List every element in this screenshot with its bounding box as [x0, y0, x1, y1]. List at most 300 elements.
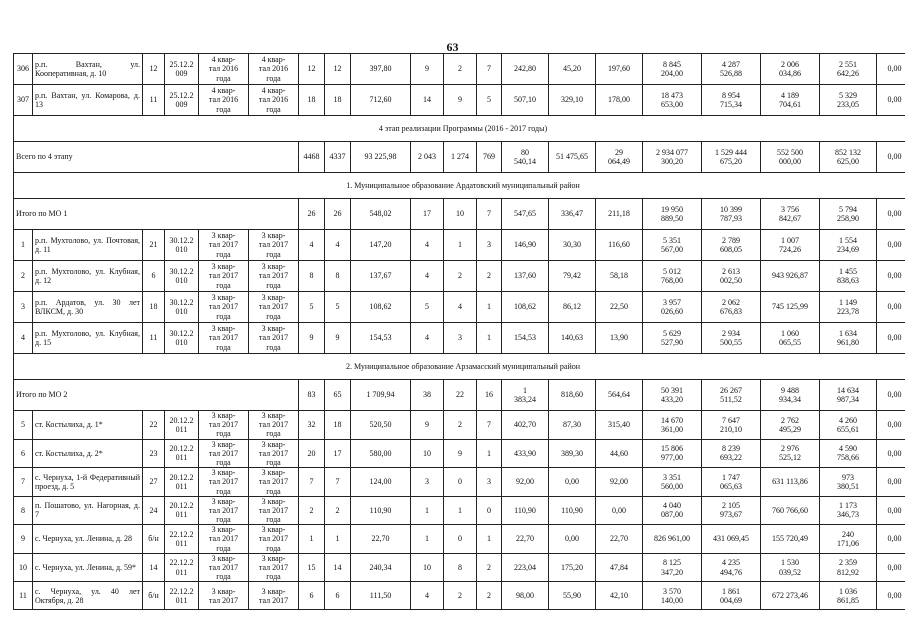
table-cell: 1: [444, 230, 477, 261]
table-cell: 9: [444, 85, 477, 116]
table-cell: 4: [14, 323, 33, 354]
table-cell: 1 529 444 675,20: [702, 142, 761, 173]
table-cell: 520,50: [351, 411, 411, 440]
table-cell: 29 064,49: [596, 142, 643, 173]
table-cell: 2: [477, 553, 502, 582]
table-cell: 146,90: [502, 230, 549, 261]
table-cell: 3 квар- тал 2017 года: [249, 261, 299, 292]
table-cell: 1 060 065,55: [761, 323, 820, 354]
table-cell: 2 789 608,05: [702, 230, 761, 261]
table-cell: р.п. Вахтан, ул. Комарова, д. 13: [33, 85, 143, 116]
table-cell: 14 634 987,34: [820, 380, 877, 411]
table-cell: 2 551 642,26: [820, 54, 877, 85]
table-cell: 3 квар- тал 2017 года: [199, 230, 249, 261]
table-cell: 3 квар- тал 2017 года: [249, 468, 299, 497]
table-cell: 4 235 494,76: [702, 553, 761, 582]
table-row: [14, 54, 905, 85]
table-cell: 9: [325, 323, 351, 354]
table-cell: 25.12.2 009: [165, 85, 199, 116]
table-cell: 22,70: [351, 525, 411, 554]
table-cell: 631 113,86: [761, 468, 820, 497]
table-cell: 0,00: [877, 553, 905, 582]
table-cell: 154,53: [351, 323, 411, 354]
table-cell: 10: [411, 439, 444, 468]
table-cell: 65: [325, 380, 351, 411]
table-cell: 0,00: [549, 468, 596, 497]
table-cell: 30.12.2 010: [165, 292, 199, 323]
table-cell: р.п. Ардатов, ул. 30 лет ВЛКСМ, д. 30: [33, 292, 143, 323]
table-cell: 26: [299, 199, 325, 230]
table-cell: 2 934 077 300,20: [643, 142, 702, 173]
table-cell: 211,18: [596, 199, 643, 230]
table-row: [14, 582, 905, 610]
table-cell: с. Чернуха, 1-й Федеративный проезд, д. 5: [33, 468, 143, 497]
table-cell: 4: [299, 230, 325, 261]
table-cell: 0,00: [877, 582, 905, 610]
table-cell: 1 530 039,52: [761, 553, 820, 582]
table-cell: 4 260 655,61: [820, 411, 877, 440]
table-cell: 2: [444, 54, 477, 85]
table-cell: 12: [299, 54, 325, 85]
table-cell: 3: [14, 292, 33, 323]
table-cell: 26 267 511,52: [702, 380, 761, 411]
table-cell: 2 105 973,67: [702, 496, 761, 525]
table-cell: р.п. Вахтан, ул. Кооперативная, д. 10: [33, 54, 143, 85]
table-cell: р.п. Мухтолово, ул. Почтовая, д. 11: [33, 230, 143, 261]
table-cell: 10 399 787,93: [702, 199, 761, 230]
table-cell: 12: [325, 54, 351, 85]
table-cell: 3 квар- тал 2017 года: [249, 292, 299, 323]
table-cell: 973 380,51: [820, 468, 877, 497]
total-row: [14, 142, 905, 173]
table-cell: 110,90: [351, 496, 411, 525]
table-cell: 10: [14, 553, 33, 582]
table-cell: 8: [325, 261, 351, 292]
table-cell: 672 273,46: [761, 582, 820, 610]
table-cell: 1. Муниципальное образование Ардатовский муниципальный район: [14, 173, 905, 199]
total-row: [14, 380, 905, 411]
table-cell: 140,63: [549, 323, 596, 354]
table-cell: 18: [143, 292, 165, 323]
table-row: [14, 230, 905, 261]
table-cell: 175,20: [549, 553, 596, 582]
table-cell: 14: [143, 553, 165, 582]
table-cell: 3 квар- тал 2017 года: [199, 261, 249, 292]
table-cell: 7: [14, 468, 33, 497]
table-cell: 433,90: [502, 439, 549, 468]
table-cell: 4 квар- тал 2016 года: [199, 54, 249, 85]
table-cell: 15: [299, 553, 325, 582]
table-cell: 4 040 087,00: [643, 496, 702, 525]
table-cell: 4: [411, 323, 444, 354]
table-cell: п. Пошатово, ул. Нагорная, д. 7: [33, 496, 143, 525]
table-cell: 2: [477, 261, 502, 292]
table-cell: 1: [444, 496, 477, 525]
table-cell: 55,90: [549, 582, 596, 610]
table-cell: 826 961,00: [643, 525, 702, 554]
table-cell: 3 квар- тал 2017: [249, 582, 299, 610]
table-cell: 26: [325, 199, 351, 230]
table-cell: 3 квар- тал 2017 года: [249, 496, 299, 525]
table-cell: 1: [477, 292, 502, 323]
table-cell: 1: [477, 439, 502, 468]
table-cell: 47,84: [596, 553, 643, 582]
table-cell: 0,00: [877, 292, 905, 323]
table-cell: 22.12.2 011: [165, 582, 199, 610]
table-cell: 240,34: [351, 553, 411, 582]
table-cell: 0,00: [877, 380, 905, 411]
table-cell: 44,60: [596, 439, 643, 468]
table-cell: 17: [411, 199, 444, 230]
table-cell: 2 006 034,86: [761, 54, 820, 85]
table-cell: 30.12.2 010: [165, 323, 199, 354]
table-cell: 12: [143, 54, 165, 85]
table-row: [14, 525, 905, 554]
table-cell: 22,50: [596, 292, 643, 323]
table-cell: 5 794 258,90: [820, 199, 877, 230]
table-cell: 4 189 704,61: [761, 85, 820, 116]
table-cell: 45,20: [549, 54, 596, 85]
table-cell: 25.12.2 009: [165, 54, 199, 85]
table-cell: 108,62: [351, 292, 411, 323]
table-cell: 17: [325, 439, 351, 468]
table-cell: 6: [325, 582, 351, 610]
table-cell: 58,18: [596, 261, 643, 292]
table-cell: 13,90: [596, 323, 643, 354]
table-cell: 0,00: [877, 496, 905, 525]
table-cell: 4: [325, 230, 351, 261]
table-cell: 5 012 768,00: [643, 261, 702, 292]
table-cell: 42,10: [596, 582, 643, 610]
table-cell: 315,40: [596, 411, 643, 440]
table-cell: 7: [477, 411, 502, 440]
table-cell: 389,30: [549, 439, 596, 468]
table-cell: 943 926,87: [761, 261, 820, 292]
table-cell: 3 квар- тал 2017 года: [199, 411, 249, 440]
table-cell: 1 149 223,78: [820, 292, 877, 323]
table-row: [14, 411, 905, 440]
table-cell: 0,00: [877, 525, 905, 554]
table-cell: 79,42: [549, 261, 596, 292]
table-cell: 507,10: [502, 85, 549, 116]
table-cell: с. Чернуха, ул. Ленина, д. 59*: [33, 553, 143, 582]
table-cell: 20.12.2 011: [165, 411, 199, 440]
table-cell: 22: [143, 411, 165, 440]
table-cell: 4 квар- тал 2016 года: [249, 54, 299, 85]
table-cell: 0,00: [596, 496, 643, 525]
table-cell: 1: [477, 323, 502, 354]
table-cell: 30.12.2 010: [165, 230, 199, 261]
table-cell: 5: [299, 292, 325, 323]
table-cell: 3 квар- тал 2017 года: [199, 439, 249, 468]
table-cell: 20: [299, 439, 325, 468]
page-number: 63: [446, 40, 459, 54]
table-cell: 2 762 495,29: [761, 411, 820, 440]
table-cell: 154,53: [502, 323, 549, 354]
table-cell: 4468: [299, 142, 325, 173]
table-cell: 1 554 234,69: [820, 230, 877, 261]
table-cell: 22,70: [596, 525, 643, 554]
table-cell: 8 125 347,20: [643, 553, 702, 582]
table-cell: 21: [143, 230, 165, 261]
table-cell: 0,00: [877, 439, 905, 468]
table-cell: 6: [14, 439, 33, 468]
table-cell: 4 квар- тал 2016 года: [249, 85, 299, 116]
table-cell: 22.12.2 011: [165, 525, 199, 554]
table-cell: 0,00: [877, 142, 905, 173]
table-cell: 0,00: [877, 468, 905, 497]
table-cell: 307: [14, 85, 33, 116]
table-cell: 4 квар- тал 2016 года: [199, 85, 249, 116]
table-cell: 20.12.2 011: [165, 496, 199, 525]
table-cell: 2: [444, 582, 477, 610]
table-cell: 18: [299, 85, 325, 116]
table-cell: 564,64: [596, 380, 643, 411]
table-cell: 1 007 724,26: [761, 230, 820, 261]
table-cell: 51 475,65: [549, 142, 596, 173]
table-cell: 22.12.2 011: [165, 553, 199, 582]
table-cell: с. Чернуха, ул. Ленина, д. 28: [33, 525, 143, 554]
table-cell: 2 043: [411, 142, 444, 173]
table-cell: 4337: [325, 142, 351, 173]
table-cell: 14 670 361,00: [643, 411, 702, 440]
table-cell: 32: [299, 411, 325, 440]
table-cell: 8: [14, 496, 33, 525]
table-cell: 9: [411, 411, 444, 440]
table-cell: 2: [444, 261, 477, 292]
table-cell: 547,65: [502, 199, 549, 230]
total-row: [14, 199, 905, 230]
table-cell: 9: [14, 525, 33, 554]
table-cell: 10: [444, 199, 477, 230]
table-cell: ст. Костылиха, д. 2*: [33, 439, 143, 468]
table-cell: Итого по МО 2: [14, 380, 299, 411]
table-cell: Всего по 4 этапу: [14, 142, 299, 173]
table-cell: 223,04: [502, 553, 549, 582]
table-cell: 86,12: [549, 292, 596, 323]
program-table: [13, 53, 905, 610]
table-cell: 3: [477, 230, 502, 261]
table-cell: 22: [444, 380, 477, 411]
table-cell: 4: [444, 292, 477, 323]
table-cell: 87,30: [549, 411, 596, 440]
table-cell: 93 225,98: [351, 142, 411, 173]
table-cell: 1: [411, 525, 444, 554]
table-cell: 0,00: [877, 85, 905, 116]
table-cell: 147,20: [351, 230, 411, 261]
table-cell: 580,00: [351, 439, 411, 468]
table-cell: 83: [299, 380, 325, 411]
table-cell: б/н: [143, 525, 165, 554]
table-cell: 306: [14, 54, 33, 85]
table-row: [14, 439, 905, 468]
table-row: [14, 323, 905, 354]
table-cell: 818,60: [549, 380, 596, 411]
table-cell: 3: [411, 468, 444, 497]
table-cell: 1 173 346,73: [820, 496, 877, 525]
table-cell: 1 036 861,85: [820, 582, 877, 610]
table-row: [14, 85, 905, 116]
table-cell: 329,10: [549, 85, 596, 116]
table-cell: 11: [143, 85, 165, 116]
table-cell: 5: [477, 85, 502, 116]
table-cell: 30.12.2 010: [165, 261, 199, 292]
table-cell: Итого по МО 1: [14, 199, 299, 230]
table-cell: 3 квар- тал 2017 года: [199, 323, 249, 354]
table-cell: 4 590 758,66: [820, 439, 877, 468]
table-row: [14, 261, 905, 292]
table-cell: 2: [477, 582, 502, 610]
table-cell: 5: [325, 292, 351, 323]
table-cell: 712,60: [351, 85, 411, 116]
table-cell: 110,90: [549, 496, 596, 525]
table-cell: 0,00: [877, 199, 905, 230]
table-cell: 1 455 838,63: [820, 261, 877, 292]
table-cell: 5: [14, 411, 33, 440]
table-cell: 8 239 693,22: [702, 439, 761, 468]
table-cell: 155 720,49: [761, 525, 820, 554]
table-cell: 9: [299, 323, 325, 354]
table-cell: 3 570 140,00: [643, 582, 702, 610]
table-cell: 6: [299, 582, 325, 610]
table-cell: 4: [411, 582, 444, 610]
table-cell: 3: [477, 468, 502, 497]
table-cell: 116,60: [596, 230, 643, 261]
table-cell: 18: [325, 411, 351, 440]
table-cell: 8: [444, 553, 477, 582]
table-cell: 3 квар- тал 2017 года: [249, 439, 299, 468]
table-cell: 0,00: [877, 323, 905, 354]
table-cell: 6: [143, 261, 165, 292]
table-cell: 2: [299, 496, 325, 525]
table-cell: 552 500 000,00: [761, 142, 820, 173]
table-cell: 3 квар- тал 2017 года: [249, 553, 299, 582]
table-cell: 0,00: [549, 525, 596, 554]
table-cell: 4: [411, 230, 444, 261]
table-cell: 8 845 204,00: [643, 54, 702, 85]
table-cell: 3 957 026,60: [643, 292, 702, 323]
table-cell: 10: [411, 553, 444, 582]
table-cell: 1: [14, 230, 33, 261]
table-row: [14, 292, 905, 323]
table-cell: 2: [325, 496, 351, 525]
table-cell: 1 383,24: [502, 380, 549, 411]
table-cell: 1 861 004,69: [702, 582, 761, 610]
table-cell: 80 540,14: [502, 142, 549, 173]
table-cell: 22,70: [502, 525, 549, 554]
table-cell: 7: [325, 468, 351, 497]
table-cell: 92,00: [502, 468, 549, 497]
table-cell: 1 274: [444, 142, 477, 173]
table-cell: 20.12.2 011: [165, 439, 199, 468]
table-cell: 178,00: [596, 85, 643, 116]
table-cell: 1: [411, 496, 444, 525]
table-cell: 1 747 065,63: [702, 468, 761, 497]
table-cell: 15 806 977,00: [643, 439, 702, 468]
table-cell: 18 473 653,00: [643, 85, 702, 116]
table-cell: 8 954 715,34: [702, 85, 761, 116]
table-cell: 0: [477, 496, 502, 525]
table-cell: 38: [411, 380, 444, 411]
table-cell: 745 125,99: [761, 292, 820, 323]
table-cell: р.п. Мухтолово, ул. Клубная, д. 12: [33, 261, 143, 292]
table-cell: 11: [14, 582, 33, 610]
table-cell: 2: [444, 411, 477, 440]
table-cell: 1: [477, 525, 502, 554]
table-cell: 14: [411, 85, 444, 116]
table-cell: 4 287 526,88: [702, 54, 761, 85]
table-cell: 3 квар- тал 2017 года: [249, 323, 299, 354]
table-cell: ст. Костылиха, д. 1*: [33, 411, 143, 440]
table-cell: 3 квар- тал 2017 года: [199, 525, 249, 554]
table-cell: 760 766,60: [761, 496, 820, 525]
section-heading-row: [14, 116, 905, 142]
table-cell: 2: [14, 261, 33, 292]
table-cell: 3: [444, 323, 477, 354]
table-cell: 3 квар- тал 2017 года: [199, 468, 249, 497]
table-cell: 431 069,45: [702, 525, 761, 554]
table-cell: 1: [299, 525, 325, 554]
table-row: [14, 468, 905, 497]
table-cell: 3 квар- тал 2017 года: [249, 230, 299, 261]
table-cell: 27: [143, 468, 165, 497]
table-cell: 3 квар- тал 2017 года: [199, 292, 249, 323]
table-cell: 240 171,06: [820, 525, 877, 554]
table-cell: 1 634 961,80: [820, 323, 877, 354]
table-cell: 19 950 889,50: [643, 199, 702, 230]
table-cell: 0: [444, 468, 477, 497]
table-cell: 30,30: [549, 230, 596, 261]
table-cell: б/н: [143, 582, 165, 610]
table-row: [14, 553, 905, 582]
table-cell: 852 132 625,00: [820, 142, 877, 173]
table-cell: 7 647 210,10: [702, 411, 761, 440]
table-cell: 111,50: [351, 582, 411, 610]
table-cell: 137,60: [502, 261, 549, 292]
table-cell: 3 квар- тал 2017 года: [199, 553, 249, 582]
table-cell: 397,80: [351, 54, 411, 85]
table-cell: 8: [299, 261, 325, 292]
table-cell: 3 351 560,00: [643, 468, 702, 497]
table-cell: р.п. Мухтолово, ул. Клубная, д. 15: [33, 323, 143, 354]
table-cell: 18: [325, 85, 351, 116]
table-cell: 5 329 233,05: [820, 85, 877, 116]
table-cell: 9: [444, 439, 477, 468]
table-cell: 0: [444, 525, 477, 554]
table-cell: 1: [325, 525, 351, 554]
table-cell: 23: [143, 439, 165, 468]
table-row: [14, 496, 905, 525]
table-cell: 98,00: [502, 582, 549, 610]
table-cell: 402,70: [502, 411, 549, 440]
table-cell: 110,90: [502, 496, 549, 525]
table-cell: 769: [477, 142, 502, 173]
table-cell: 4: [411, 261, 444, 292]
table-cell: 14: [325, 553, 351, 582]
table-cell: 3 квар- тал 2017 года: [199, 496, 249, 525]
table-cell: 548,02: [351, 199, 411, 230]
table-cell: 0,00: [877, 411, 905, 440]
table-cell: 336,47: [549, 199, 596, 230]
table-cell: 2. Муниципальное образование Арзамасский муниципальный район: [14, 354, 905, 380]
table-cell: 0,00: [877, 230, 905, 261]
table-cell: 2 613 002,50: [702, 261, 761, 292]
table-cell: 0,00: [877, 54, 905, 85]
table-cell: 50 391 433,20: [643, 380, 702, 411]
table-cell: с. Чернуха, ул. 40 лет Октября, д. 28: [33, 582, 143, 610]
table-cell: 3 квар- тал 2017: [199, 582, 249, 610]
table-cell: 0,00: [877, 261, 905, 292]
